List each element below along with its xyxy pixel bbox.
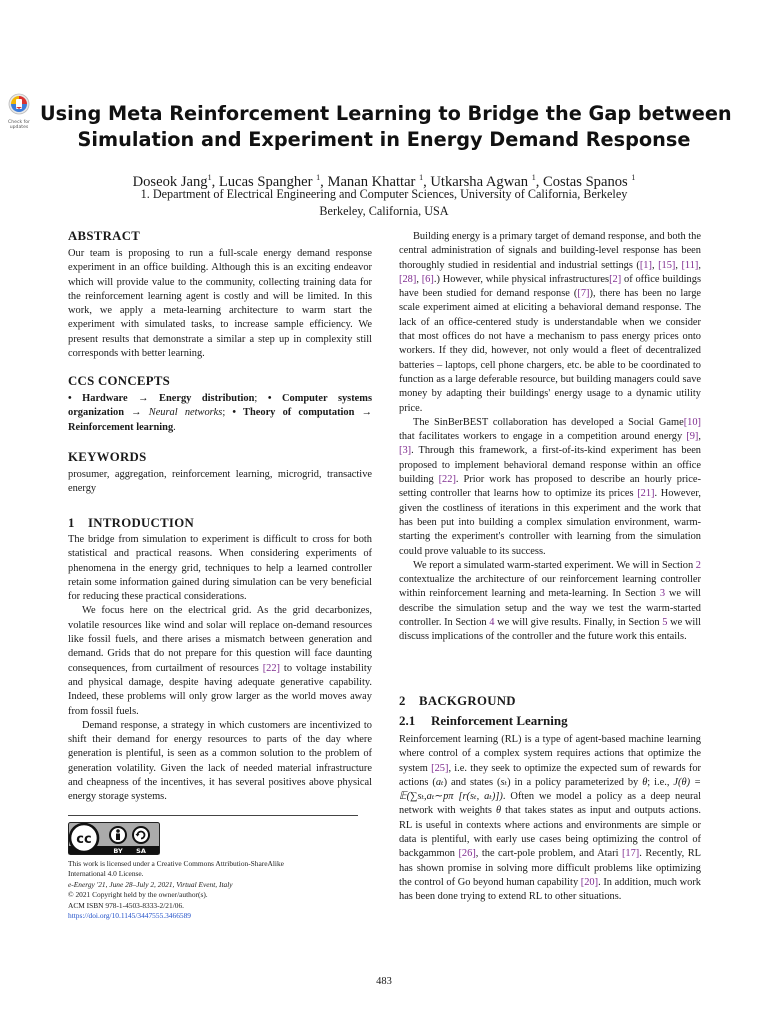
author-name: Doseok Jang <box>132 173 208 190</box>
author-list: Doseok Jang$^1$, Lucas Spangher $^1$, Manan Khattar $^1$, Utkarsha Agwan $^1$, Costas Spanos $^1$ <box>132 173 636 190</box>
keywords-heading: KEYWORDS <box>68 450 147 464</box>
copyright-line: © 2021 Copyright held by the owner/author(s). <box>68 890 208 900</box>
math-symbol: sₜ <box>500 776 508 788</box>
section-number: 1 <box>68 516 75 530</box>
rl-subheading <box>399 713 701 729</box>
author-affil-mark: 1 <box>631 173 636 182</box>
license-line: International 4.0 License. <box>68 869 144 879</box>
section-link[interactable]: 4 <box>489 617 495 629</box>
cc-by-sa-logo <box>68 822 160 855</box>
author-name: Lucas Spangher <box>218 173 313 190</box>
citation-link[interactable]: [22] <box>438 474 456 486</box>
keywords-paragraph: prosumer, aggregation, reinforcement learning, microgrid, transactive energy <box>68 469 372 495</box>
abstract-paragraph: Our team is proposing to run a full-scale energy demand response experiment in an office building. Although this is an exciting endeavor which will provide value to the community, collecting training data for the reinforcement learning agent is costly and will be limited. In this work, we apply a meta-learning architecture to warm start the experiment with simulated tasks, to increase sample efficiency. We present results that demonstrate a similar a step up in complexity still corresponds with better learning. <box>68 248 372 360</box>
citation-link[interactable]: [21] <box>637 488 655 500</box>
citation-link[interactable]: [7] <box>577 288 590 300</box>
keywords-text <box>68 468 372 497</box>
author-affil-mark: 1 <box>207 173 212 182</box>
title-line-1: Using Meta Reinforcement Learning to Bridge the Gap between <box>40 102 732 125</box>
author-affil-mark: 1 <box>316 173 321 182</box>
citation-link[interactable]: [2] <box>609 273 622 285</box>
citation-link[interactable]: [3] <box>399 445 412 457</box>
ccs-end: . <box>173 421 176 433</box>
intro-paragraph-2: We focus here on the electrical grid. As the grid decarbonizes, volatile resources like wind and solar will replace on-demand resources like fossil fuels, and there arises a mismatch between generation and demand. Grids that do not prepare for this question will face daunting consequences, from curtailment of resources [22] to voltage instability and physical damage, despite having adequate generative capability. Indeed, these problems will only grow larger as the world moves away from fossil fuels. <box>68 605 372 717</box>
affiliation-line-2: Berkeley, California, USA <box>319 204 449 218</box>
math-symbol: θ <box>642 776 648 788</box>
ccs-separator: ; <box>254 393 268 404</box>
intro-heading <box>68 516 372 531</box>
author-name: Costas Spanos <box>543 173 628 190</box>
paper-title <box>40 101 732 153</box>
author-affil-mark: 1 <box>419 173 424 182</box>
citation-link[interactable]: [17] <box>621 848 640 860</box>
subsection-number: 2.1 <box>399 713 416 728</box>
rl-body <box>399 733 701 905</box>
ccs-item: • Theory of computation → Reinforcement learning <box>68 407 372 433</box>
footnote-rule <box>68 815 358 816</box>
math-symbol: θ <box>495 805 502 817</box>
citation-link[interactable]: [9] <box>686 431 699 443</box>
section-title: BACKGROUND <box>419 694 516 708</box>
math-formula: J(θ) = 𝔼(∑sₜ,aₜ∼pπ [r(sₜ, aₜ)]) <box>399 776 701 803</box>
author-affil-mark: 1 <box>531 173 536 182</box>
isbn-line: ACM ISBN 978-1-4503-8333-2/21/06. <box>68 900 184 910</box>
check-for-updates-badge[interactable] <box>4 93 34 130</box>
citation-link[interactable]: [28] <box>399 273 417 285</box>
author-name: Utkarsha Agwan <box>430 173 529 190</box>
crossmark-icon <box>4 93 34 115</box>
abstract-heading: ABSTRACT <box>68 229 141 243</box>
badge-line-1: Check for <box>8 120 30 125</box>
author-name: Manan Khattar <box>327 173 416 190</box>
license-line: This work is licensed under a Creative Commons Attribution-ShareAlike <box>68 859 284 868</box>
title-line-2: Simulation and Experiment in Energy Demand Response <box>77 128 691 151</box>
citation-link[interactable]: [1] <box>639 259 652 271</box>
citation-link[interactable]: [11] <box>681 259 699 271</box>
affiliation <box>40 186 728 220</box>
background-heading <box>399 694 701 709</box>
section-number: 2 <box>399 694 406 708</box>
right-paragraph-2: The SinBerBEST collaboration has developed a Social Game[10] that facilitates workers to engage in a competition around energy [9], [3]. Through this framework, a first-of-its-kind experiment has been proposed to implement behavioral demand response within an office building [22]. Prior work has proposed to describe an hourly price-setting controller that learns how to optimize its prices [21]. However, given the costliness of iterations in this experiment and the work that has been put into building a complex simulation environment, warm-starting the experiment's controller with learning from the simulation could prove valuable to its success. <box>399 416 701 557</box>
intro-paragraph-1: The bridge from simulation to experiment is difficult to cross for both statistical and practical reasons. When considering experiments of phenomena in the energy grid, techniques to help a learned controller retain some information gained during simulation can be very beneficial for reducing these practical considerations. <box>68 534 372 603</box>
page-number: 483 <box>376 976 392 987</box>
citation-link[interactable]: [6] <box>421 273 434 285</box>
ccs-item: • Hardware → Energy distribution <box>68 393 255 404</box>
rl-paragraph: Reinforcement learning (RL) is a type of agent-based machine learning where control of a complex system requires actions that optimize the system [25], i.e. they seek to optimize the expected sum of rewards for actions (aₜ) and states (sₜ) in a policy parameterized by θ; i.e., J(θ) = 𝔼(∑sₜ,aₜ∼pπ [r(sₜ, aₜ)]). Often we model a policy as a deep neural network with weights θ that takes states as input and outputs actions. RL is useful in contexts where actions and environments are simple or data is plentiful, with early use cases being optimizing the control of backgammon [26], the cart-pole problem, and Atari [17]. Recently, RL has shown promise in solving more difficult problems like optimizing the control of Go beyond human capability [20]. In addition, much work has been done trying to extend RL to other situations. <box>399 734 701 903</box>
conference-line: e-Energy '21, June 28–July 2, 2021, Virtual Event, Italy <box>68 879 233 889</box>
subsection-title: Reinforcement Learning <box>431 713 568 728</box>
section-title: INTRODUCTION <box>88 516 194 530</box>
ccs-concepts <box>68 392 372 435</box>
affiliation-line-1: 1. Department of Electrical Engineering and Computer Sciences, University of California, Berkeley <box>140 187 628 201</box>
citation-link[interactable]: [22] <box>262 662 281 674</box>
math-symbol: aₜ <box>435 776 444 788</box>
ccs-item: • Computer systems organization <box>68 393 372 419</box>
badge-line-2: updates <box>9 125 29 130</box>
right-paragraph-3: We report a simulated warm-started experiment. We will in Section 2 contextualize the architecture of our reinforcement learning controller within reinforcement learning and meta-learning. In Section 3 we will describe the simulation setup and the way we test the warm-started controller. In Section 4 we will give results. Finally, in Section 5 we will discuss implications of the controller and the future work this entails. <box>399 559 702 643</box>
license-footnote <box>68 859 368 921</box>
ccs-separator: ; <box>222 407 233 419</box>
cc-sa-label: SA <box>136 846 146 855</box>
citation-link[interactable]: [20] <box>580 876 599 888</box>
citation-link[interactable]: [10] <box>683 416 701 428</box>
section-link[interactable]: 2 <box>695 559 701 571</box>
right-paragraph-1: Building energy is a primary target of demand response, and both the central administration of signals and building-level response has been thoroughly studied in residential and industrial settings ([1], [15], [11], [28], [6].) However, while physical infrastructures[2] of office buildings have been studied for demand response ([7]), there has been no large scale experiment aimed at eliciting a behavioral demand response. The lack of an office-centered study is understandable when we consider that most offices do not have a mechanism to pass energy prices onto workers. If they did, however, not only would a fleet of decentralized batteries – laptops, cell phone chargers, etc. be able to be coordinated to function as a large deferable resource, but building managers could save money by adapting their buildings' energy usage to a dynamic utility price. <box>399 231 702 414</box>
intro-body <box>68 533 372 805</box>
citation-link[interactable]: [26] <box>458 848 476 860</box>
section-link[interactable]: 5 <box>662 617 668 629</box>
citation-link[interactable]: [15] <box>658 259 676 271</box>
doi-link[interactable]: https://doi.org/10.1145/3447555.3466589 <box>68 911 191 921</box>
section-link[interactable]: 3 <box>659 588 666 600</box>
citation-link[interactable]: [25] <box>431 762 449 774</box>
ccs-item: Neural networks <box>148 407 223 419</box>
cc-by-label: BY <box>113 846 123 855</box>
ccs-heading: CCS CONCEPTS <box>68 374 171 388</box>
abstract-text <box>68 247 372 361</box>
svg-text:cc: cc <box>76 832 92 847</box>
ccs-arrow: → <box>124 407 149 419</box>
right-column-intro <box>399 230 701 645</box>
intro-paragraph-3: Demand response, a strategy in which customers are incentivized to shift their demand for energy resources to parts of the day where generation is plentiful, is seen as a common solution to the problem of generation volatility. Given the lack of needed material infrastructure and cheapness of the incentives, it has several positives above physical energy storage systems. <box>68 719 372 803</box>
